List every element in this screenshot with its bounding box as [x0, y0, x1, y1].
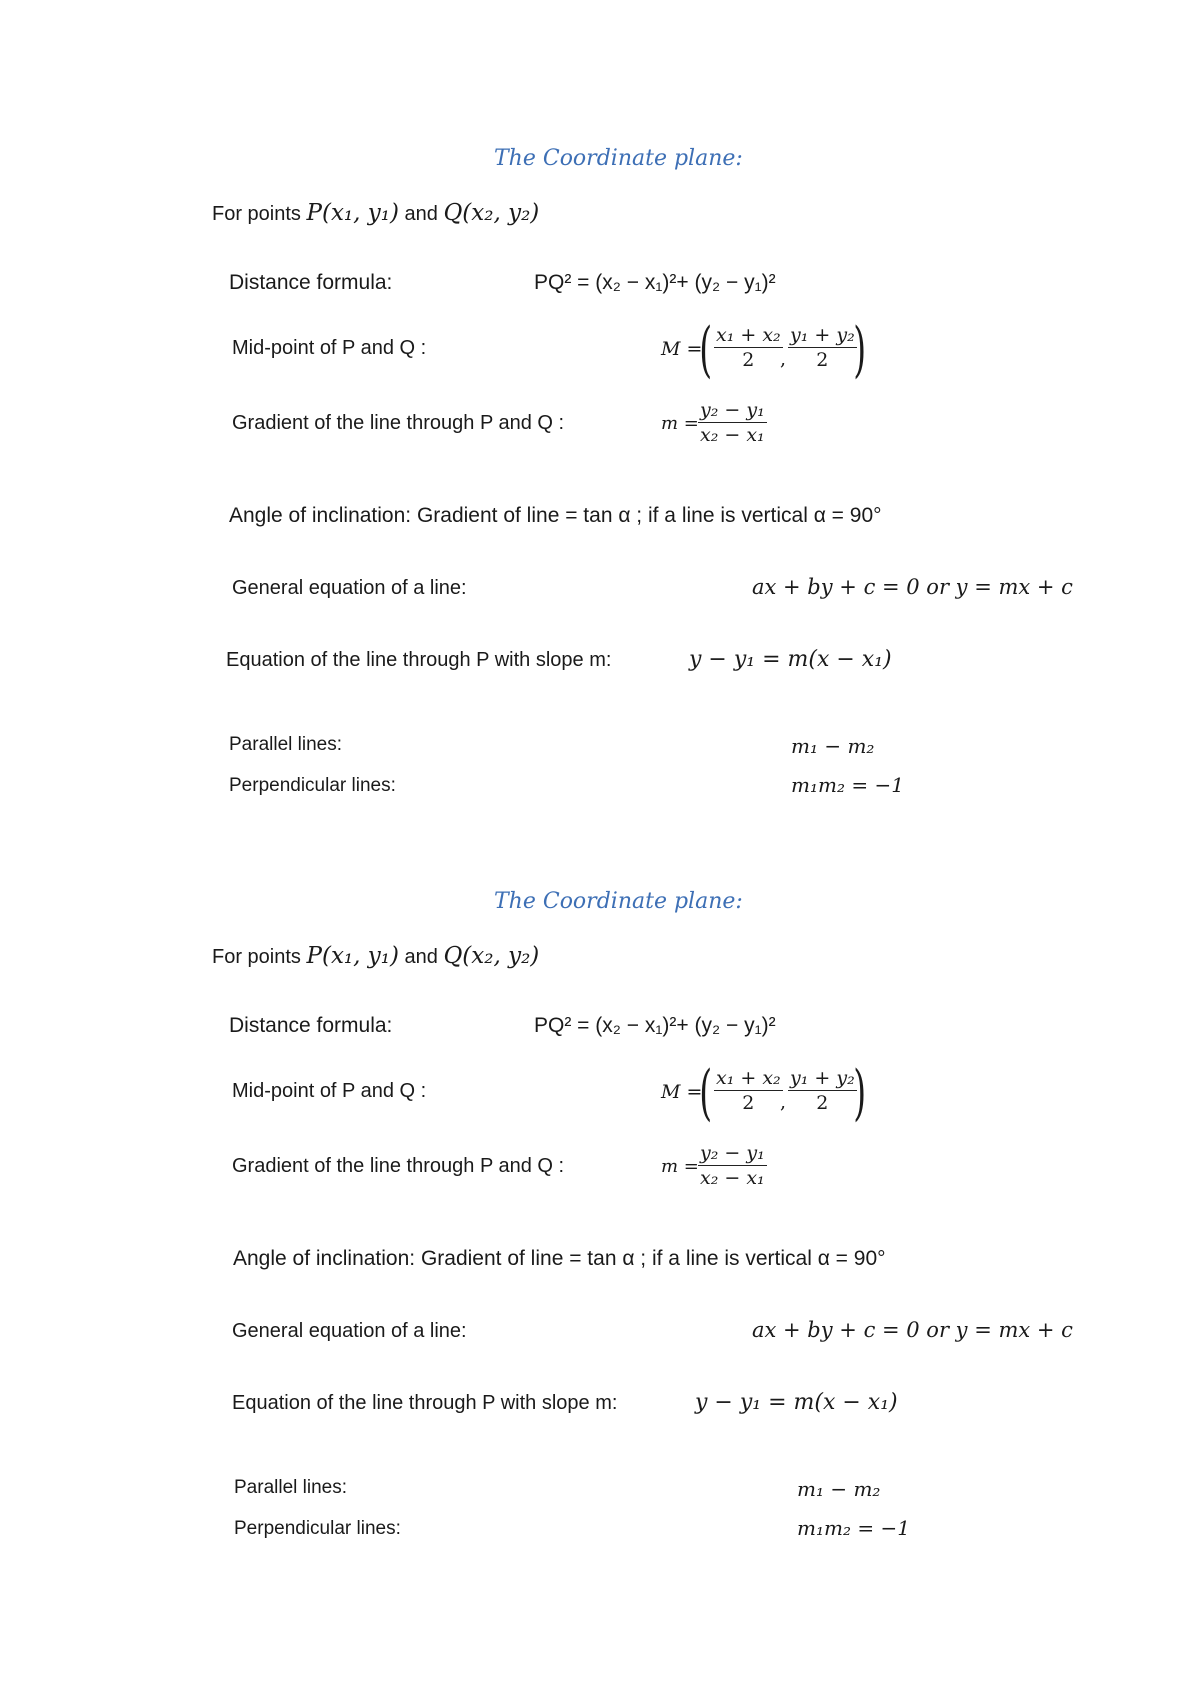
angle-of-inclination: Angle of inclination: Gradient of line = tan α ; if a line is vertical α = 90° [229, 504, 882, 527]
formula-sheet-section-2 [0, 743, 1200, 1443]
distance-formula: PQ² = (x₂ − x₁)²+ (y₂ − y₁)² [534, 271, 776, 294]
midpoint-right-paren: ) [853, 1058, 867, 1128]
gradient-numerator: y₂ − y₁ [700, 399, 765, 421]
points-prefix: For points [212, 203, 301, 225]
point-q: Q(x₂, y₂) [443, 200, 540, 226]
points-and: and [404, 203, 438, 225]
midpoint-comma: , [780, 348, 787, 370]
gradient-denominator: x₂ − x₁ [700, 1167, 765, 1189]
point-p: P(x₁, y₁) [306, 943, 399, 969]
midpoint-y-denominator: 2 [816, 1092, 829, 1114]
general-equation-label: General equation of a line: [232, 1320, 467, 1342]
parallel-lines-label: Parallel lines: [234, 1477, 347, 1498]
point-q: Q(x₂, y₂) [443, 943, 540, 969]
points-line [212, 943, 539, 969]
distance-formula: PQ² = (x₂ − x₁)²+ (y₂ − y₁)² [534, 1014, 776, 1037]
midpoint-x-numerator: x₁ + x₂ [716, 324, 781, 346]
midpoint-x-fraction [714, 1067, 783, 1114]
gradient-fraction [698, 399, 767, 446]
midpoint-lhs: M = [661, 1081, 703, 1103]
midpoint-right-paren: ) [853, 315, 867, 385]
gradient-numerator: y₂ − y₁ [700, 1142, 765, 1164]
midpoint-comma: , [780, 1091, 787, 1113]
general-equation-formula: ax + by + c = 0 or y = mx + c [752, 1318, 1073, 1342]
gradient-label: Gradient of the line through P and Q : [232, 1155, 565, 1177]
perpendicular-lines-label: Perpendicular lines: [234, 1518, 401, 1539]
slope-equation-label: Equation of the line through P with slope m: [232, 1392, 618, 1414]
slope-equation-formula: y − y₁ = m(x − x₁) [695, 1390, 898, 1415]
midpoint-x-denominator: 2 [742, 1092, 755, 1114]
formula-sheet-section-1 [0, 0, 1200, 700]
parallel-lines-formula: m₁ − m₂ [797, 1477, 881, 1501]
midpoint-y-numerator: y₁ + y₂ [790, 1067, 855, 1089]
midpoint-left-paren: ( [699, 1058, 713, 1128]
general-equation-label: General equation of a line: [232, 577, 467, 599]
midpoint-label: Mid-point of P and Q : [232, 337, 427, 359]
midpoint-x-numerator: x₁ + x₂ [716, 1067, 781, 1089]
perpendicular-lines-label: Perpendicular lines: [229, 775, 396, 796]
parallel-lines-formula: m₁ − m₂ [791, 734, 875, 758]
gradient-label: Gradient of the line through P and Q : [232, 412, 565, 434]
general-equation-formula: ax + by + c = 0 or y = mx + c [752, 575, 1073, 599]
point-p: P(x₁, y₁) [306, 200, 399, 226]
gradient-lhs: m = [661, 413, 699, 434]
parallel-lines-label: Parallel lines: [229, 734, 342, 755]
midpoint-y-denominator: 2 [816, 349, 829, 371]
perpendicular-lines-formula: m₁m₂ = −1 [797, 1516, 910, 1540]
perpendicular-lines-formula: m₁m₂ = −1 [791, 773, 904, 797]
points-prefix: For points [212, 946, 301, 968]
points-line [212, 200, 539, 226]
gradient-denominator: x₂ − x₁ [700, 424, 765, 446]
distance-label: Distance formula: [229, 1014, 393, 1037]
angle-of-inclination: Angle of inclination: Gradient of line = tan α ; if a line is vertical α = 90° [233, 1247, 886, 1270]
midpoint-y-fraction [788, 324, 857, 371]
gradient-lhs: m = [661, 1156, 699, 1177]
midpoint-y-fraction [788, 1067, 857, 1114]
section-title: The Coordinate plane: [494, 146, 743, 171]
slope-equation-label: Equation of the line through P with slope m: [226, 649, 612, 671]
distance-label: Distance formula: [229, 271, 393, 294]
gradient-fraction [698, 1142, 767, 1189]
midpoint-x-fraction [714, 324, 783, 371]
slope-equation-formula: y − y₁ = m(x − x₁) [689, 647, 892, 672]
points-and: and [404, 946, 438, 968]
midpoint-left-paren: ( [699, 315, 713, 385]
midpoint-lhs: M = [661, 338, 703, 360]
midpoint-y-numerator: y₁ + y₂ [790, 324, 855, 346]
midpoint-x-denominator: 2 [742, 349, 755, 371]
midpoint-label: Mid-point of P and Q : [232, 1080, 427, 1102]
section-title: The Coordinate plane: [494, 889, 743, 914]
